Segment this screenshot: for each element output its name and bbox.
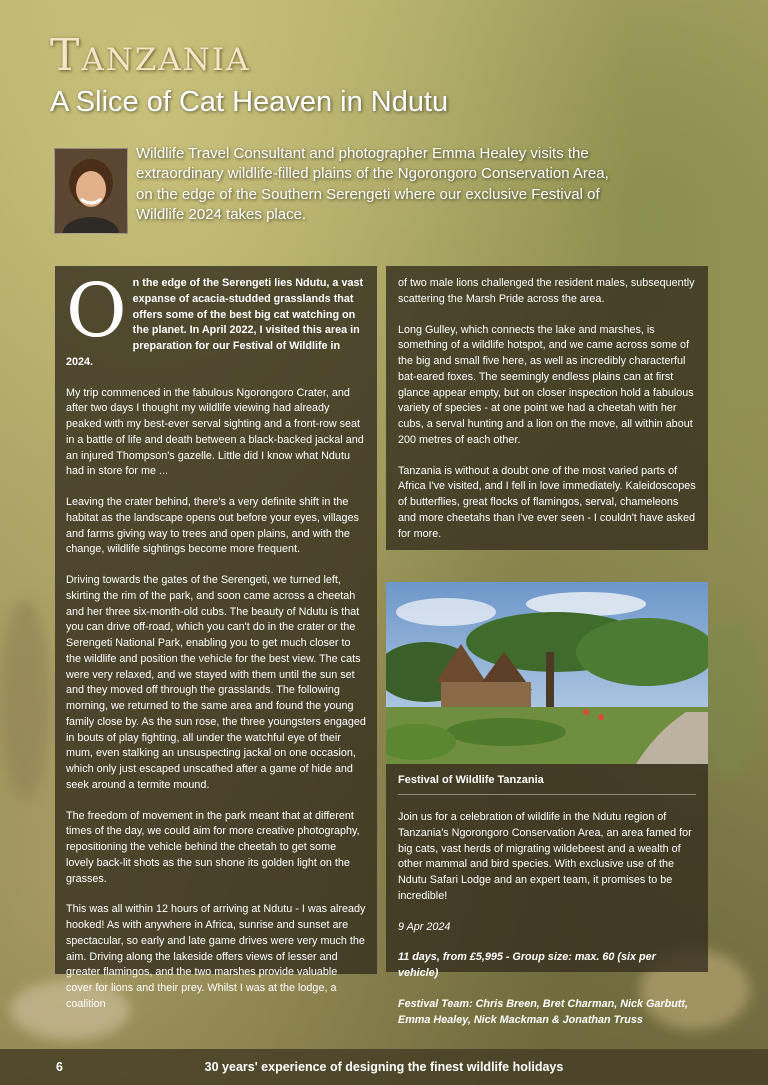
article-paragraph: Driving towards the gates of the Serengeti, we turned left, skirting the rim of the park, and soon came across a cheetah and her three six-month-old cubs. The beauty of Ndutu is that you can drive off-road, which you can't do in the crater or the Serengeti National Park, enabling you to get much closer to the wildlife and position the vehicle for the best view. The cats were very relaxed, and we stayed with them until the sun set and they moved off through the grasslands. The following morning, we returned to the same area and found the young family close by. As the sun rose, the three youngsters engaged in bouts of play fighting, all under the watchful eye of their mum, even stalking an unsuspecting jackal on one occasion, which only just escaped unscathed after a game of hide and seek around a termite mound. <box>66 574 366 791</box>
page-subtitle: A Slice of Cat Heaven in Ndutu <box>50 86 449 118</box>
article-paragraph: of two male lions challenged the resident males, subsequently scattering the Marsh Pride across the area. <box>398 277 695 305</box>
author-portrait-icon <box>55 149 127 233</box>
article-paragraph: The freedom of movement in the park meant that at different times of the day, we could aim for more creative photography, repositioning the vehicle behind the cheetah to get some lovely back-lit shots as the sun shone its golden light on the grasses. <box>66 809 360 885</box>
background-bokeh <box>0 600 50 800</box>
article-paragraph: Leaving the crater behind, there's a very definite shift in the habitat as the landscape opens out before your eyes, villages and farms giving way to trees and open plains, and with the change, wildlife sightings become more frequent. <box>66 496 359 556</box>
article-column-right <box>386 266 708 550</box>
article-lead: n the edge of the Serengeti lies Ndutu, a vast expanse of acacia-studded grasslands that offers some of the best big cat watching on the planet. In April 2022, I visited this area in preparation for our Festival of Wildlife in 2024. <box>66 277 364 368</box>
drop-cap: O <box>66 268 127 354</box>
article-paragraph: This was all within 12 hours of arriving at Ndutu - I was already hooked! As with anywhere in Africa, sunrise and sunset are spectacular, so early and late game drives were very much the aim. Driving along the lakeside offers views of lesser and greater flamingos, and the two marshes provide valuable cover for lions and their prey. Whilst I was at the lodge, a coalition <box>66 903 366 1010</box>
promo-body: Join us for a celebration of wildlife in the Ndutu region of Tanzania's Ngorongoro Conservation Area, an area famed for big cats, vast herds of migrating wildebeest and a wealth of other mammal and bird species. With exclusive use of the Ndutu Safari Lodge and an expert team, it promises to be incredible! <box>398 811 692 902</box>
lodge-photo <box>386 582 708 764</box>
background-bokeh <box>700 620 760 780</box>
article-paragraph: My trip commenced in the fabulous Ngorongoro Crater, and after two days I thought my wildlife viewing had already peaked with my best-ever serval sighting and a front-row seat in a battle of life and death between a black-backed jackal and an injured Thompson's gazelle. Little did I know what Ndutu had in store for me ... <box>66 386 364 478</box>
article-paragraph: Tanzania is without a doubt one of the most varied parts of Africa I've visited, and I fell in love immediately. Kaleidoscopes of butterflies, great flocks of flamingos, serval, chameleons and more cheetahs than I've ever seen - I couldn't have asked for more. <box>398 464 696 540</box>
author-photo <box>54 148 128 234</box>
promo-date: 9 Apr 2024 <box>398 920 451 933</box>
page-title: Tanzania <box>50 30 251 81</box>
article-lead-paragraph <box>66 268 366 371</box>
article-column-left <box>55 266 377 1010</box>
promo-details: 11 days, from £5,995 - Group size: max. 60 (six per vehicle) <box>398 951 656 980</box>
page-footer <box>0 1049 768 1085</box>
promo-team: Festival Team: Chris Breen, Bret Charman, Nick Garbutt, Emma Healey, Nick Mackman & Jonathan Truss <box>398 997 688 1026</box>
safari-lodge-image-icon <box>386 582 708 764</box>
article-paragraph: Long Gulley, which connects the lake and marshes, is something of a wildlife hotspot, and we came across some of the big and small five here, as well as incredibly characterful bat-eared foxes. The seemingly endless plains can at first glance appear empty, but on closer inspection hold a fabulous variety of species - at one point we had a cheetah with her cubs, a serval hunting and a lion on the move, all within about 200 metres of each other. <box>398 323 694 446</box>
intro-text: Wildlife Travel Consultant and photographer Emma Healey visits the extraordinary wildlife-filled plains of the Ngorongoro Conservation Area, on the edge of the Southern Serengeti where our exclusive Festival of Wildlife 2024 takes place. <box>136 145 609 224</box>
promo-box <box>386 764 708 1026</box>
page-number: 6 <box>56 1060 63 1074</box>
promo-title: Festival of Wildlife Tanzania <box>398 772 696 795</box>
footer-tagline: 30 years' experience of designing the finest wildlife holidays <box>204 1060 564 1074</box>
